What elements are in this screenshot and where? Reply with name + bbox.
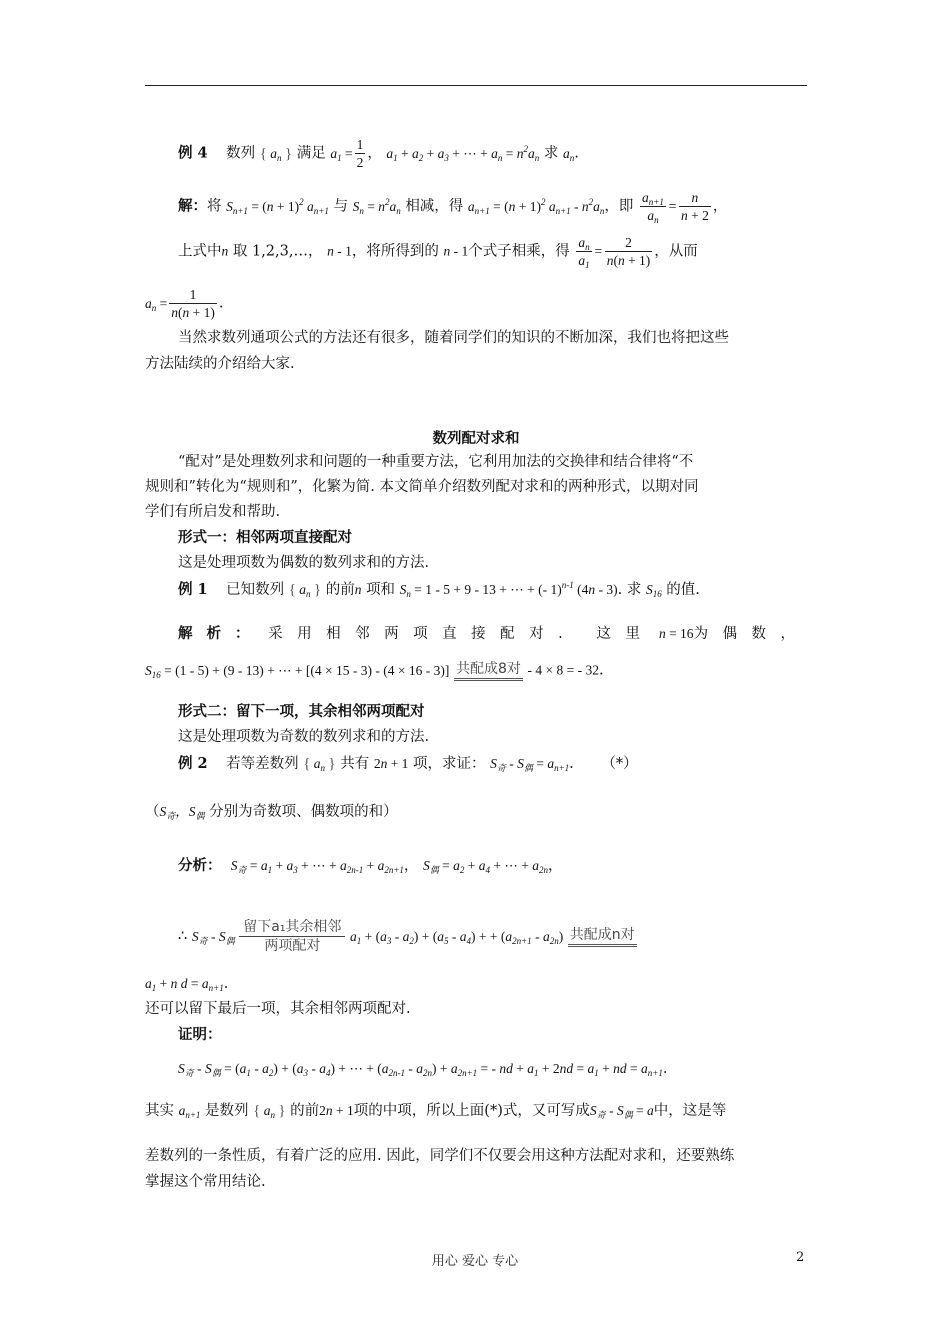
final-line-2: 差数列的一条性质，有着广泛的应用. 因此，同学们不仅要会用这种方法配对求和，还要熟练 <box>145 1148 735 1164</box>
pair-count-annotation-2: 共配成n对 <box>568 926 637 947</box>
intro-line-2: 规则和”转化为“规则和”，化繁为简. 本文简单介绍数列配对求和的两种形式，以期对同 <box>145 479 699 495</box>
ex2-analysis: 分析： $S_奇 = a_1 + a_3$ + ⋯ + $a_{2n-1} + a_{2n+1}$， $S_偶 = a_2 + a_4$ + ⋯ + $a_{2n}$， <box>178 857 563 875</box>
final-line-1: 其实 $a_{n+1}$ 是数列 { $a_n$ } 的前2n + 1项的中项，所以上面(*)式，又可写成$S_奇 - S_偶 = a$中，这是等 <box>145 1103 727 1120</box>
ex1-solution: 解析： 采用相邻两项直接配对. 这里 n = 16为偶数， <box>178 625 810 642</box>
ex2-also: 还可以留下最后一项，其余相邻两项配对. <box>145 1001 411 1017</box>
form2-desc: 这是处理项数为奇数的数列求和的方法. <box>178 729 430 745</box>
intro-line-1: “配对”是处理数列求和问题的一种重要方法，它利用加法的交换律和结合律将“不 <box>178 454 694 470</box>
ex2-note: （$S_奇$，$S_偶$ 分别为奇数项、偶数项的和） <box>145 804 398 821</box>
pair-count-annotation: 共配成8对 <box>454 660 523 681</box>
ex4-result: $a_n$ = $\frac{1}{n(n + 1)}$ . <box>145 287 224 320</box>
form2-title: 形式二：留下一项，其余相邻两项配对 <box>178 703 425 720</box>
ex4-product-line: 上式中n 取 1,2,3,…， n - 1，将所得到的 n - 1个式子相乘，得 $\frac{a_n}{a_1}$ = $\frac{2}{n(n + 1)}$ ，从而 <box>178 235 698 270</box>
form1-desc: 这是处理项数为偶数的数列求和的方法. <box>178 555 430 571</box>
section-title: 数列配对求和 <box>432 430 520 447</box>
ex2-pairing-result: $a_1 + n$ $d = a_{n+1}$. <box>145 976 229 993</box>
form1-title: 形式一：相邻两项直接配对 <box>178 529 352 546</box>
ex1-statement: 例 1 已知数列 { $a_n$ } 的前n 项和 $S_n = 1 - 5 + 9 - 13$ + ⋯ + (- 1)$^{n-1}$ (4n - 3). 求 $S_{16}$ 的值. <box>178 580 700 599</box>
ex4-solution: 解：将 $S_{n+1} = (n + 1)^2$ $a_{n+1}$ 与 $S_n = n^2a_n$ 相减，得 $a_{n+1} = (n + 1)^2$ $a_{n+1} - n^2a_n$，即 $\frac{a_{n+1}}{a_n}$ = $\frac{n}{n + 2}$ ， <box>178 190 728 225</box>
proof-formula: $S_奇 - S_偶 = (a_1 - a_2) + (a_3 - a_4)$ + ⋯ + $(a_{2n-1} - a_{2n}) + a_{2n+1}$ = - nd + $a_1 + 2nd = a_1$ + nd = $a_{n+1}$. <box>178 1061 668 1078</box>
ex4-statement: 例 4 数列 { $a_n$ } 满足 $a_1$ = $\frac{1}{2}$ ， $a_1 + a_2 + a_3$ + ⋯ + $a_n = n^2a_n$ 求 $a_n$. <box>178 137 579 170</box>
ex2-statement: 例 2 若等差数列 { $a_n$ } 共有 2n + 1 项，求证： $S_奇 - S_偶 = a_{n+1}$. （*） <box>178 755 638 773</box>
ex1-computation: $S_{16} = (1 - 5) + (9 - 13)$ + ⋯ + [(4 × 15 - 3) - (4 × 16 - 3)] 共配成8对 - 4 × 8 = - 32. <box>145 661 604 680</box>
final-line-3: 掌握这个常用结论. <box>145 1174 266 1190</box>
footer-motto: 用心 爱心 专心 <box>431 1254 519 1269</box>
keep-first-annotation: 留下a₁其余相邻 两项配对 <box>239 918 345 955</box>
header-rule <box>145 85 807 86</box>
page-number: 2 <box>796 1250 805 1265</box>
ex2-pairing: ∴ $S_奇 - S_偶$ 留下a₁其余相邻 两项配对 $a_1 + (a_3 - a_2) + (a_5 - a_4)$ + + $(a_{2n+1} - a_{2n})$ 共配成n对 <box>178 919 635 954</box>
intro-line-3: 学们有所启发和帮助. <box>145 504 281 520</box>
closing-line-1: 当然求数列通项公式的方法还有很多，随着同学们的知识的不断加深，我们也将把这些 <box>178 330 729 346</box>
closing-line-2: 方法陆续的介绍给大家. <box>145 356 295 372</box>
proof-label: 证明： <box>178 1026 222 1043</box>
